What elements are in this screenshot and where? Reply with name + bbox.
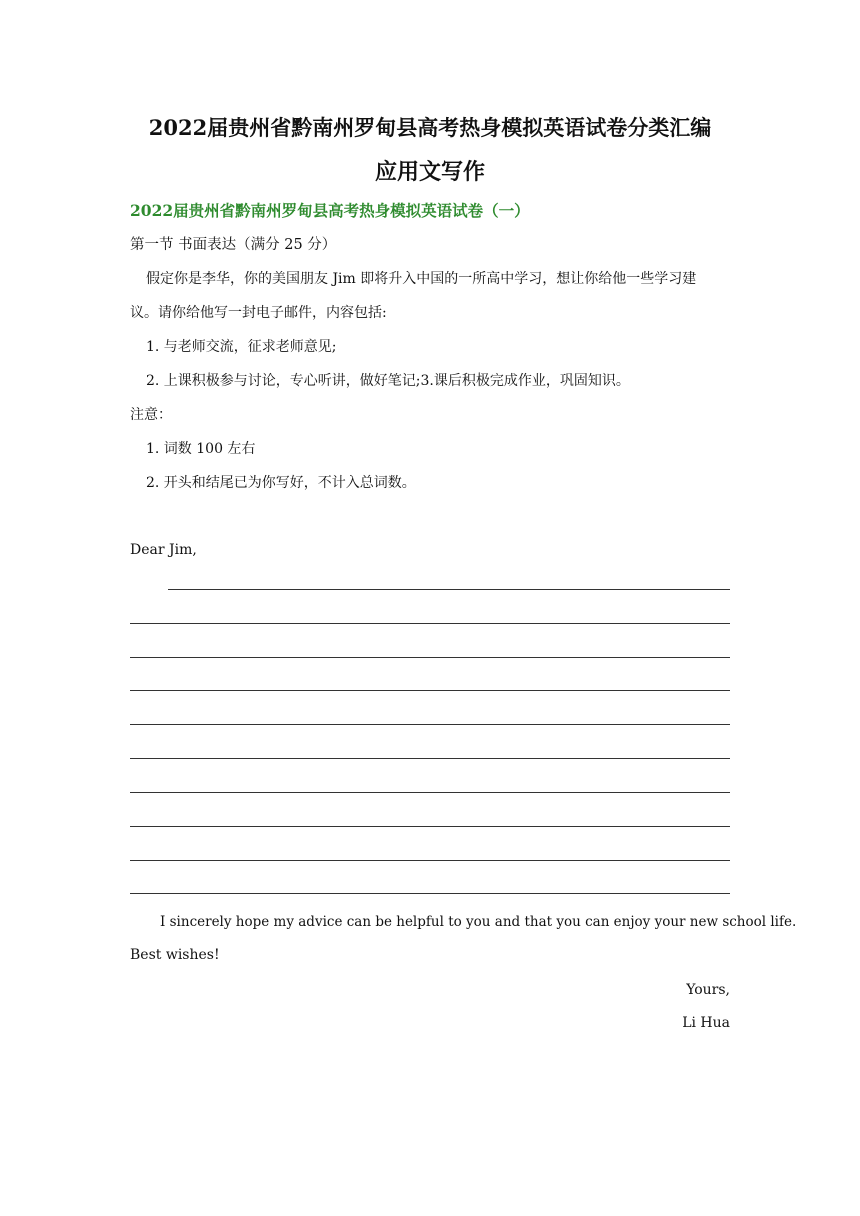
letter-salutation: Dear Jim, [130, 542, 197, 558]
writing-line [130, 792, 730, 793]
part-label: 第一节 书面表达（满分 25 分） [130, 237, 337, 253]
note-item-1: 1. 词数 100 左右 [146, 441, 256, 457]
letter-signoff: Yours, [686, 982, 730, 998]
prompt-line-2: 议。请你给他写一封电子邮件，内容包括: [130, 305, 387, 321]
content-point-2: 2. 上课积极参与讨论，专心听讲，做好笔记;3.课后积极完成作业，巩固知识。 [146, 373, 630, 389]
writing-line [130, 758, 730, 759]
letter-best-wishes: Best wishes! [130, 947, 220, 963]
note-label: 注意： [130, 407, 172, 423]
prompt-line-1: 假定你是李华，你的美国朋友 Jim 即将升入中国的一所高中学习，想让你给他一些学习建 [146, 271, 697, 287]
writing-line [168, 589, 730, 590]
writing-line [130, 724, 730, 725]
writing-line [130, 860, 730, 861]
content-point-1: 1. 与老师交流，征求老师意见; [146, 339, 337, 355]
letter-closing-paragraph: I sincerely hope my advice can be helpful to you and that you can enjoy your new school life. [160, 914, 797, 930]
section-heading: 2022届贵州省黔南州罗甸县高考热身模拟英语试卷（一） [130, 201, 530, 220]
writing-line [130, 893, 730, 894]
writing-line [130, 657, 730, 658]
writing-line [130, 826, 730, 827]
note-item-2: 2. 开头和结尾已为你写好，不计入总词数。 [146, 475, 416, 491]
writing-line [130, 690, 730, 691]
document-subtitle: 应用文写作 [374, 159, 485, 185]
document-title: 2022届贵州省黔南州罗甸县高考热身模拟英语试卷分类汇编 [148, 115, 712, 140]
letter-signature: Li Hua [682, 1015, 730, 1031]
writing-line [130, 623, 730, 624]
